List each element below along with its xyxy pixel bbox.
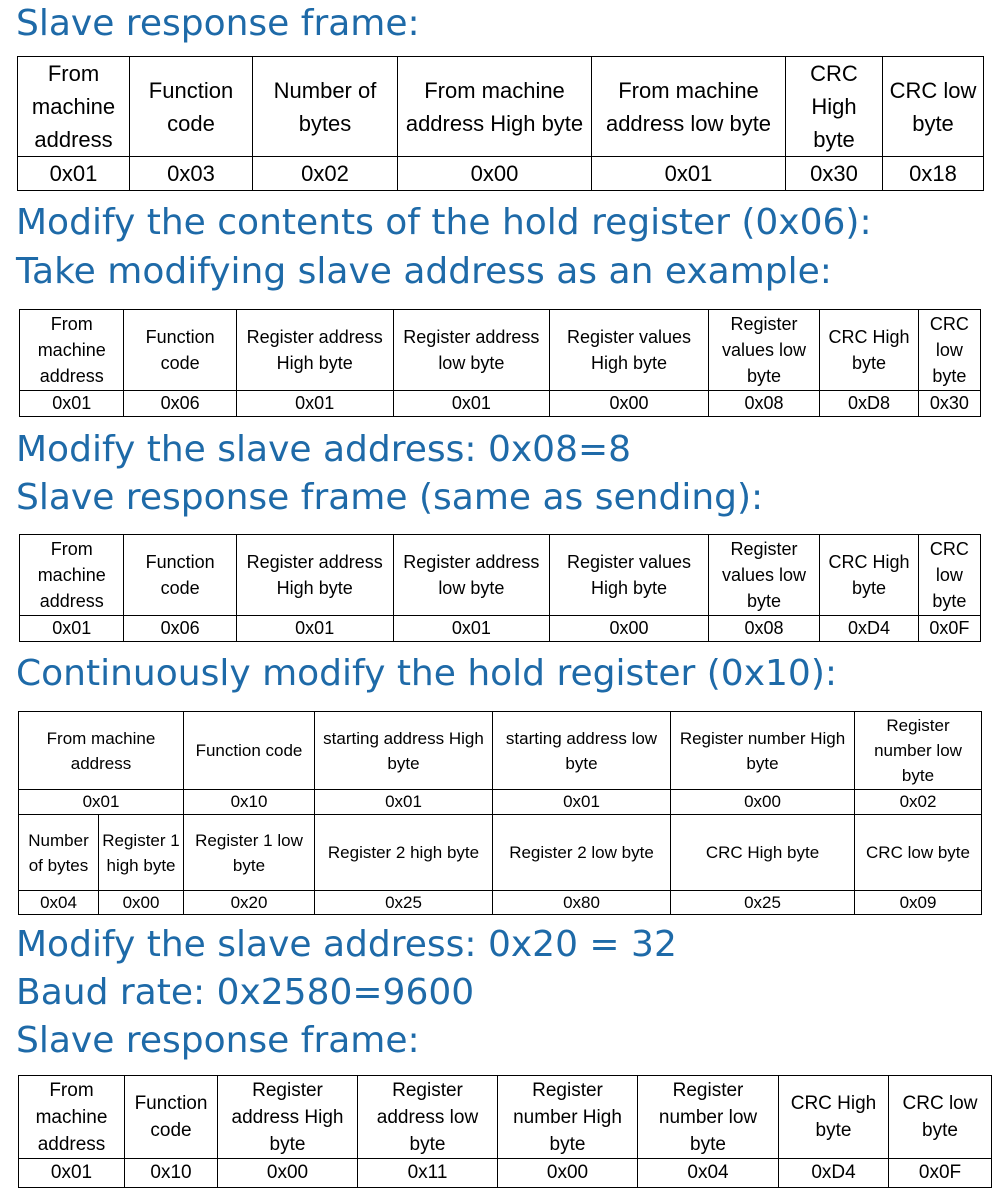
header-cell: Register address High byte <box>236 310 393 391</box>
header-cell: Function code <box>124 310 236 391</box>
header-cell: Register 1 low byte <box>184 815 315 891</box>
value-cell: 0x00 <box>218 1159 358 1188</box>
value-cell: 0x02 <box>855 790 982 815</box>
header-cell: CRC High byte <box>779 1076 889 1159</box>
value-row <box>20 616 981 642</box>
value-cell: 0x03 <box>130 157 253 191</box>
value-cell: 0x80 <box>493 891 671 915</box>
value-cell: 0x20 <box>184 891 315 915</box>
value-cell: 0x11 <box>358 1159 498 1188</box>
heading-slave-response-1: Slave response frame: <box>16 3 420 44</box>
value-cell: 0x25 <box>315 891 493 915</box>
value-cell: 0x10 <box>184 790 315 815</box>
value-cell: 0x01 <box>20 391 124 417</box>
heading-slave-response-3: Slave response frame: <box>16 1020 420 1061</box>
modify-request-table <box>19 309 981 417</box>
header-cell: From machine address <box>20 310 124 391</box>
header-cell: Register address low byte <box>358 1076 498 1159</box>
slave-response-table <box>17 56 984 191</box>
header-cell: Number of bytes <box>19 815 99 891</box>
value-cell: 0x10 <box>125 1159 218 1188</box>
header-cell: CRC High byte <box>671 815 855 891</box>
value-cell: 0x01 <box>236 616 393 642</box>
header-cell: Register number High byte <box>498 1076 638 1159</box>
value-cell: 0x08 <box>708 616 819 642</box>
value-cell: 0x01 <box>236 391 393 417</box>
value-cell: 0x01 <box>18 157 130 191</box>
value-cell: 0x01 <box>19 790 184 815</box>
value-cell: 0x01 <box>592 157 786 191</box>
value-row <box>19 891 982 915</box>
value-cell: 0x30 <box>918 391 980 417</box>
value-cell: 0x09 <box>855 891 982 915</box>
header-cell: Register 1 high byte <box>99 815 184 891</box>
heading-baud-rate: Baud rate: 0x2580=9600 <box>16 972 475 1013</box>
value-cell: 0x00 <box>99 891 184 915</box>
header-cell: Register 2 high byte <box>315 815 493 891</box>
header-cell: Function code <box>125 1076 218 1159</box>
heading-continuous-modify: Continuously modify the hold register (0x10): <box>16 653 837 694</box>
header-cell: CRC High byte <box>820 310 918 391</box>
modify-response-table <box>19 534 981 642</box>
value-cell: 0x25 <box>671 891 855 915</box>
header-cell: CRC low byte <box>918 310 980 391</box>
value-cell: 0x00 <box>498 1159 638 1188</box>
value-cell: 0x00 <box>398 157 592 191</box>
header-cell: CRC low byte <box>883 57 984 157</box>
header-cell: Register number low byte <box>855 712 982 790</box>
value-cell: 0x00 <box>550 616 709 642</box>
header-cell: From machine address <box>19 1076 125 1159</box>
continuous-response-table <box>18 1075 992 1188</box>
header-cell: From machine address High byte <box>398 57 592 157</box>
header-row <box>19 815 982 891</box>
value-cell: 0xD4 <box>779 1159 889 1188</box>
header-row <box>19 1076 992 1159</box>
header-cell: From machine address low byte <box>592 57 786 157</box>
value-cell: 0x30 <box>786 157 883 191</box>
value-cell: 0x06 <box>124 616 236 642</box>
header-row <box>19 712 982 790</box>
heading-modify-hold-register: Modify the contents of the hold register (0x06): <box>16 202 872 243</box>
value-row <box>19 790 982 815</box>
header-cell: Function code <box>130 57 253 157</box>
heading-modify-slave-address: Modify the slave address: 0x08=8 <box>16 429 632 470</box>
value-cell: 0xD4 <box>820 616 918 642</box>
value-cell: 0x0F <box>889 1159 992 1188</box>
header-row <box>20 535 981 616</box>
header-cell: Register number High byte <box>671 712 855 790</box>
header-cell: Register number low byte <box>638 1076 779 1159</box>
value-cell: 0x02 <box>253 157 398 191</box>
header-cell: From machine address <box>20 535 124 616</box>
header-cell: CRC low byte <box>855 815 982 891</box>
header-cell: Register values High byte <box>550 310 709 391</box>
header-cell: CRC High byte <box>786 57 883 157</box>
header-cell: CRC low byte <box>889 1076 992 1159</box>
value-cell: 0x01 <box>393 391 550 417</box>
heading-example: Take modifying slave address as an example: <box>16 251 832 292</box>
value-row <box>19 1159 992 1188</box>
header-cell: starting address low byte <box>493 712 671 790</box>
value-cell: 0x01 <box>493 790 671 815</box>
header-cell: From machine address <box>19 712 184 790</box>
header-cell: Register address High byte <box>236 535 393 616</box>
value-cell: 0x01 <box>20 616 124 642</box>
header-cell: Register address low byte <box>393 310 550 391</box>
value-cell: 0x04 <box>638 1159 779 1188</box>
header-cell: Register values High byte <box>550 535 709 616</box>
value-cell: 0xD8 <box>820 391 918 417</box>
header-cell: Register values low byte <box>708 310 819 391</box>
header-cell: Number of bytes <box>253 57 398 157</box>
value-cell: 0x04 <box>19 891 99 915</box>
header-cell: Register address High byte <box>218 1076 358 1159</box>
header-cell: Function code <box>184 712 315 790</box>
value-cell: 0x00 <box>550 391 709 417</box>
value-cell: 0x06 <box>124 391 236 417</box>
header-cell: Function code <box>124 535 236 616</box>
value-cell: 0x01 <box>315 790 493 815</box>
value-cell: 0x08 <box>708 391 819 417</box>
value-cell: 0x18 <box>883 157 984 191</box>
header-cell: Register values low byte <box>708 535 819 616</box>
value-row <box>20 391 981 417</box>
header-cell: Register address low byte <box>393 535 550 616</box>
header-cell: CRC High byte <box>820 535 918 616</box>
value-row <box>18 157 984 191</box>
header-cell: starting address High byte <box>315 712 493 790</box>
value-cell: 0x0F <box>918 616 980 642</box>
value-cell: 0x01 <box>393 616 550 642</box>
header-row <box>18 57 984 157</box>
header-cell: CRC low byte <box>918 535 980 616</box>
value-cell: 0x00 <box>671 790 855 815</box>
continuous-modify-table <box>18 711 982 915</box>
header-cell: Register 2 low byte <box>493 815 671 891</box>
header-cell: From machine address <box>18 57 130 157</box>
value-cell: 0x01 <box>19 1159 125 1188</box>
header-row <box>20 310 981 391</box>
heading-slave-address-32: Modify the slave address: 0x20 = 32 <box>16 924 677 965</box>
heading-slave-response-2: Slave response frame (same as sending): <box>16 477 764 518</box>
